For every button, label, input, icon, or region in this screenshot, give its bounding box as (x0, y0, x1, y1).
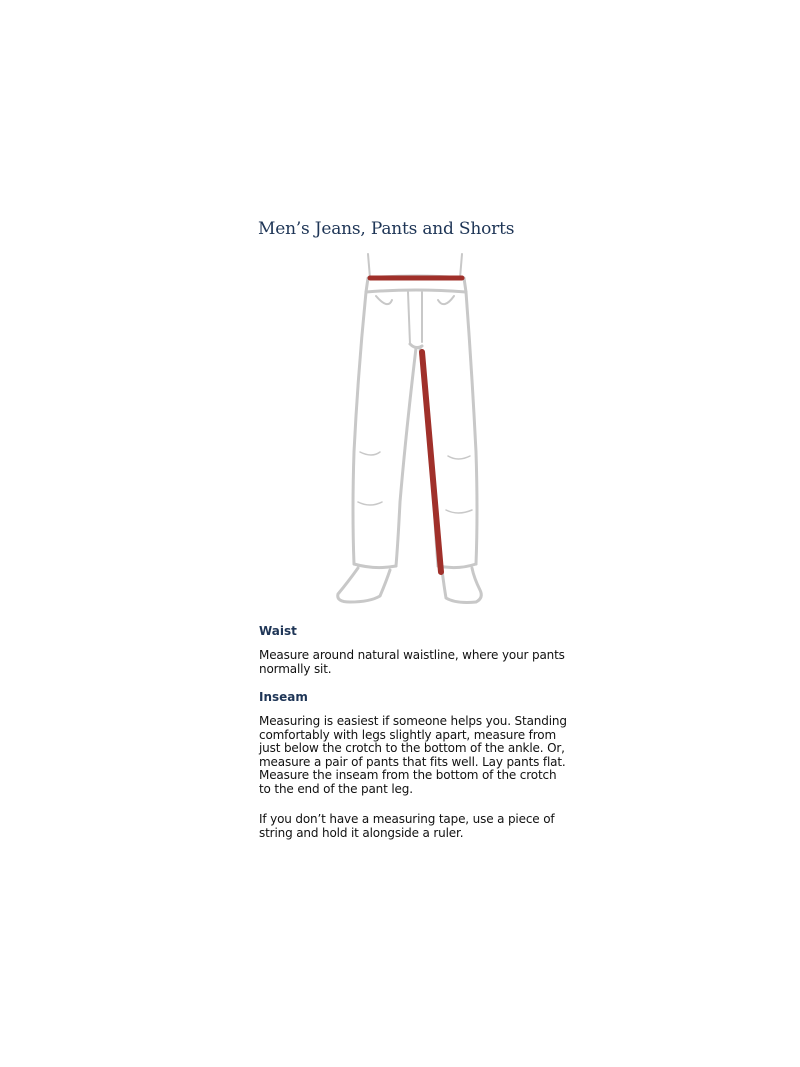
waist-description: Measure around natural waistline, where your pants normally sit. (259, 648, 565, 676)
waist-heading: Waist (259, 624, 297, 638)
tape-note-section (259, 813, 559, 840)
measurement-lines-icon (370, 278, 462, 572)
pants-outline-icon (338, 254, 482, 603)
waist-section (259, 624, 579, 676)
tape-note: If you don’t have a measuring tape, use a piece of string and hold it alongside a ruler. (259, 812, 555, 840)
inseam-heading: Inseam (259, 690, 308, 704)
inseam-description: Measuring is easiest if someone helps you. Standing comfortably with legs slightly apart, measure from just below the crotch to the bottom of the ankle. Or, measure a pair of pants that fits well. Lay pants flat. Measure the inseam from the bottom of the crotch to the end of the pant leg. (259, 714, 567, 796)
page-title: Men’s Jeans, Pants and Shorts (258, 219, 515, 239)
pants-diagram (330, 252, 490, 608)
inseam-section (259, 690, 579, 796)
